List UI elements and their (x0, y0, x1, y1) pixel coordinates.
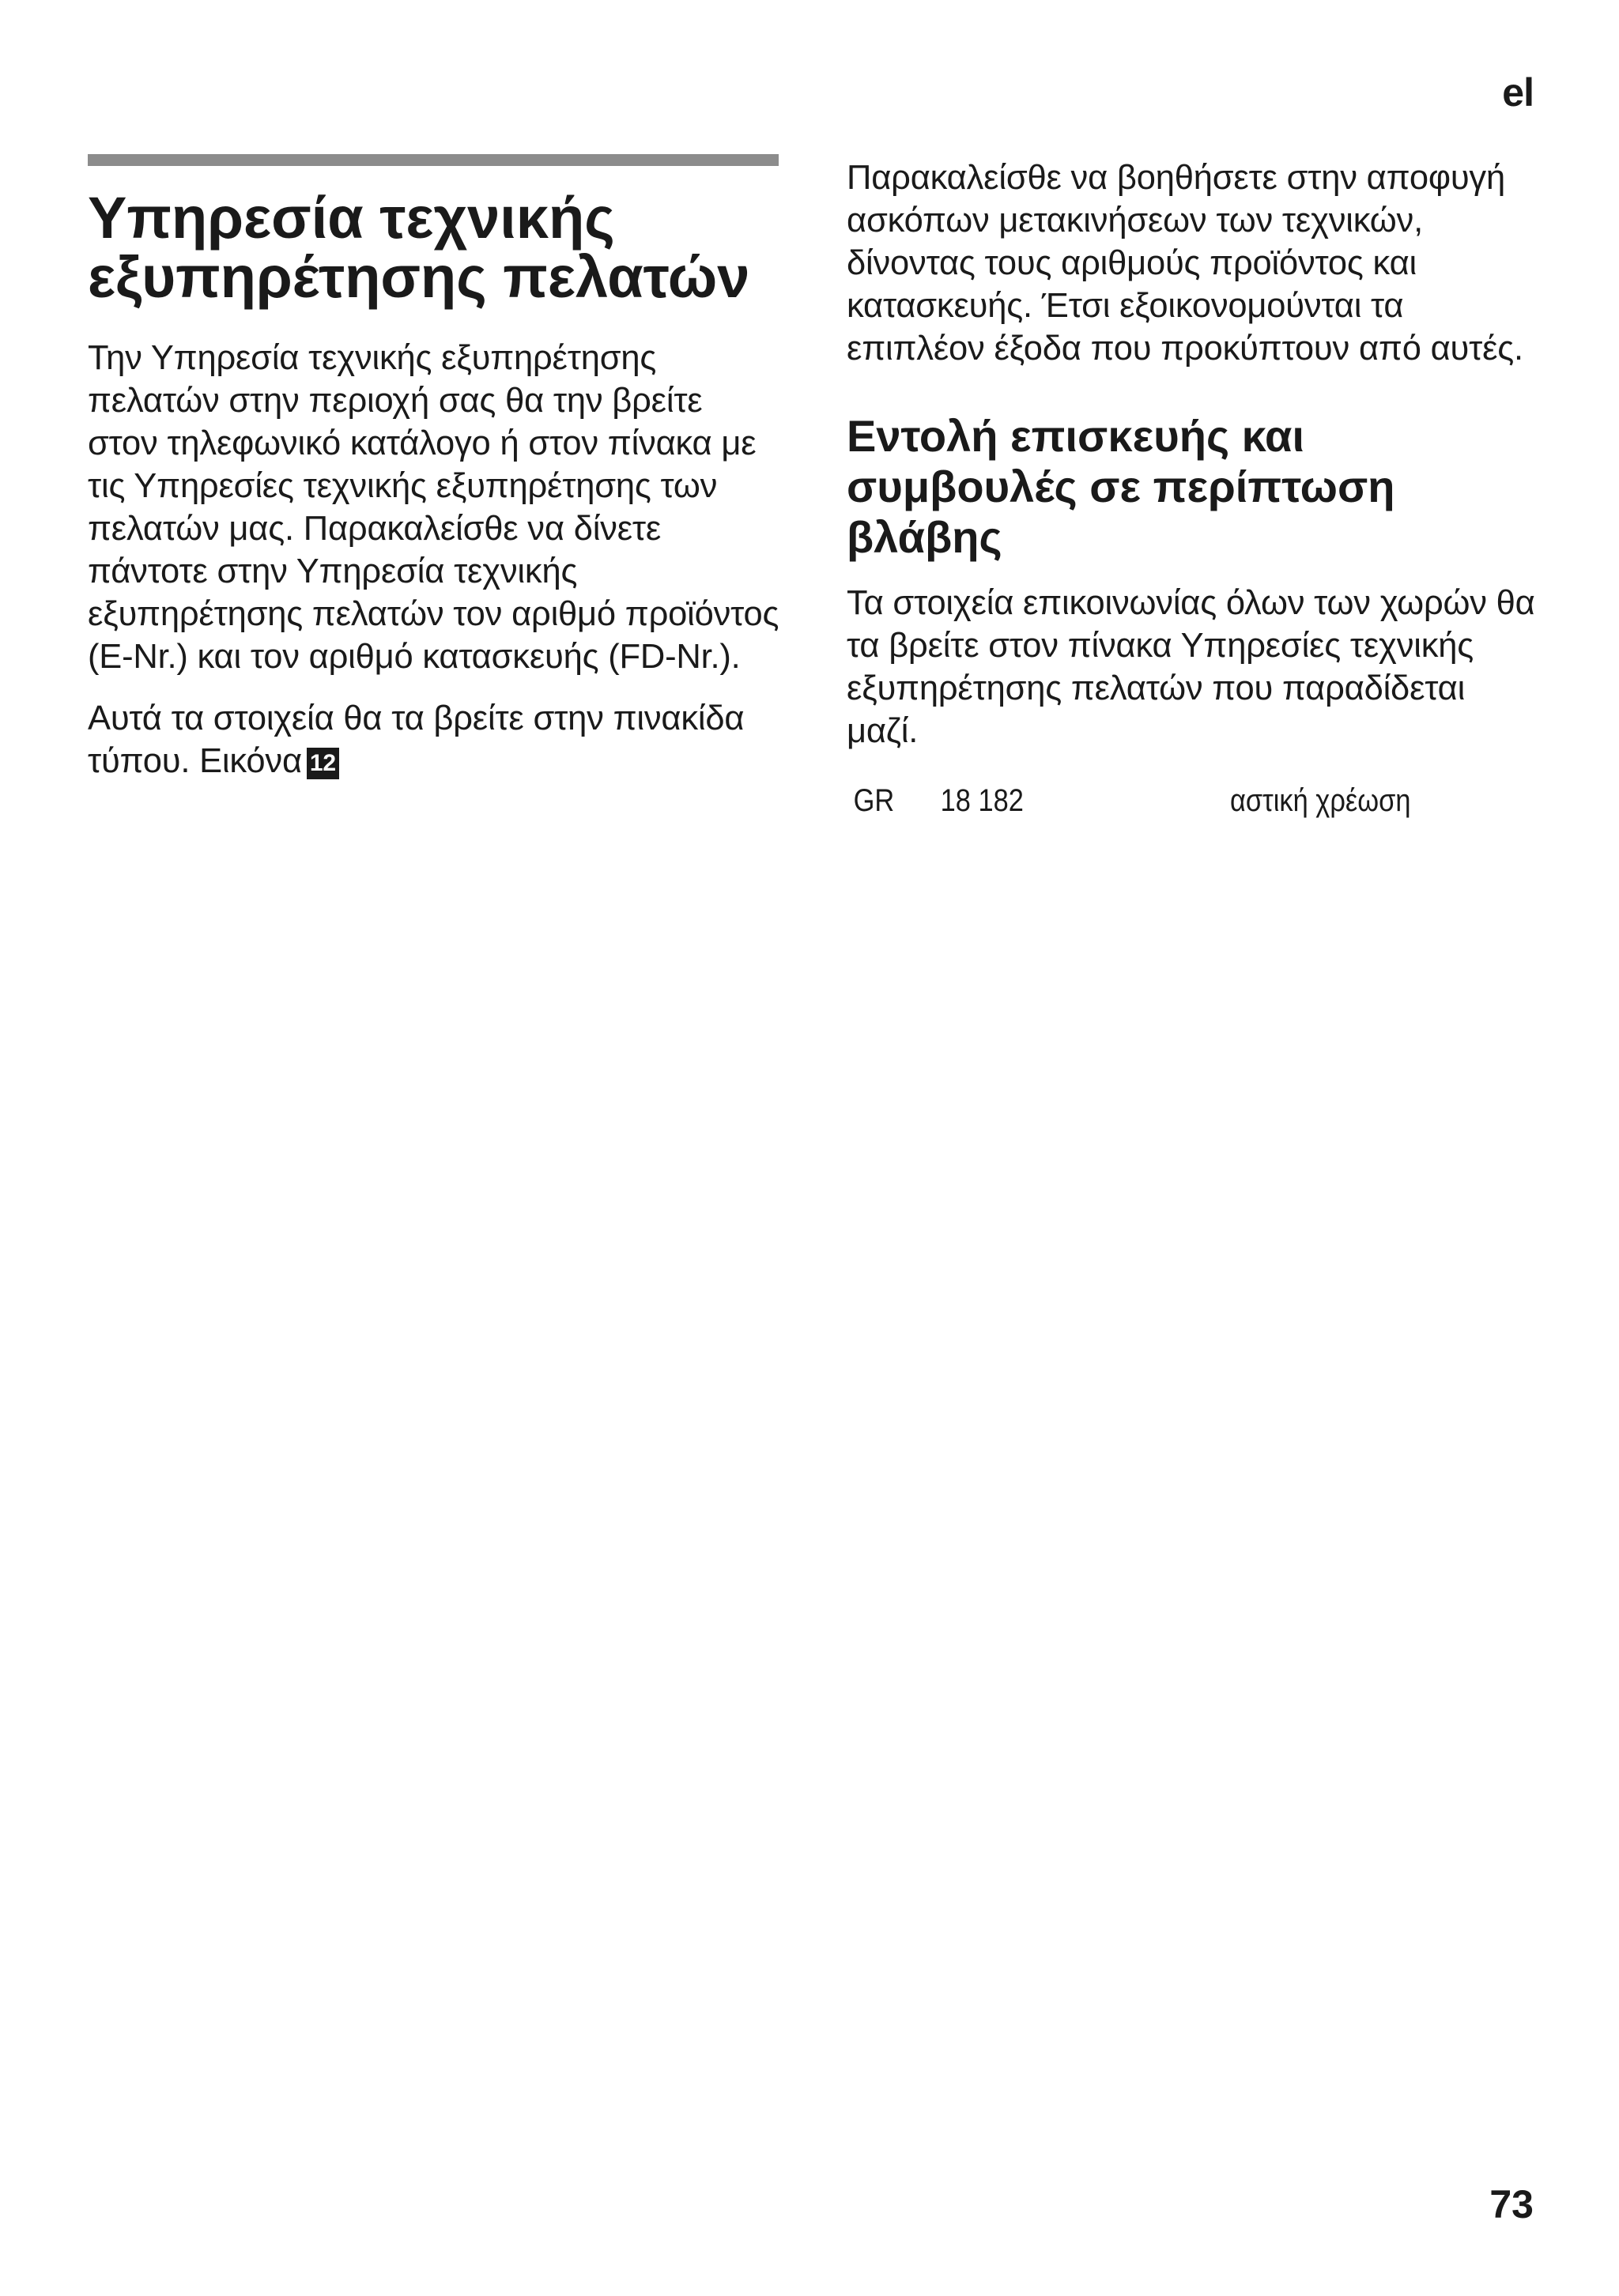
right-column (847, 156, 1542, 822)
hotline-row (847, 779, 1540, 822)
hotline-rate: αστική χρέωση (1230, 783, 1411, 818)
avoid-visits-paragraph: Παρακαλείσθε να βοηθήσετε στην αποφυγή ασκόπων μετακινήσεων των τεχνικών, δίνοντας τους αριθμούς προϊόντος και κατασκευής. Έτσι εξοικονομούνται τα επιπλέον έξοδα που προκύπτουν από αυτές. (847, 159, 1523, 368)
subsection-title: Εντολή επισκευής και συμβουλές σε περίπτωση βλάβης (847, 411, 1395, 562)
hotline-number: 18 182 (940, 783, 1024, 818)
language-tag: el (1502, 70, 1534, 115)
figure-reference-badge: 12 (307, 748, 339, 779)
rating-plate-text: Αυτά τα στοιχεία θα τα βρείτε στην πινακίδα τύπου. Εικόνα (88, 699, 745, 780)
customer-service-paragraph: Την Υπηρεσία τεχνικής εξυπηρέτησης πελατών στην περιοχή σας θα την βρείτε στον τηλεφωνικό κατάλογο ή στον πίνακα με τις Υπηρεσίες τεχνικής εξυπηρέτησης των πελατών μας. Παρακαλείσθε να δίνετε πάντοτε στην Υπηρεσία τεχνικής εξυπηρέτησης πελατών τον αριθμό προϊόντος (E-Nr.) και τον αριθμό κατασκευής (FD-Nr.). (88, 339, 779, 676)
section-divider (88, 154, 779, 166)
section-title: Υπηρεσία τεχνικής εξυπηρέτησης πελατών (88, 185, 750, 310)
rating-plate-paragraph (88, 697, 779, 782)
left-column (88, 154, 779, 801)
page-number: 73 (1489, 2182, 1534, 2226)
hotline-country: GR (853, 783, 895, 818)
contact-info-paragraph: Τα στοιχεία επικοινωνίας όλων των χωρών θα τα βρείτε στον πίνακα Υπηρεσίες τεχνικής εξυπηρέτησης πελατών που παραδίδεται μαζί. (847, 584, 1535, 750)
